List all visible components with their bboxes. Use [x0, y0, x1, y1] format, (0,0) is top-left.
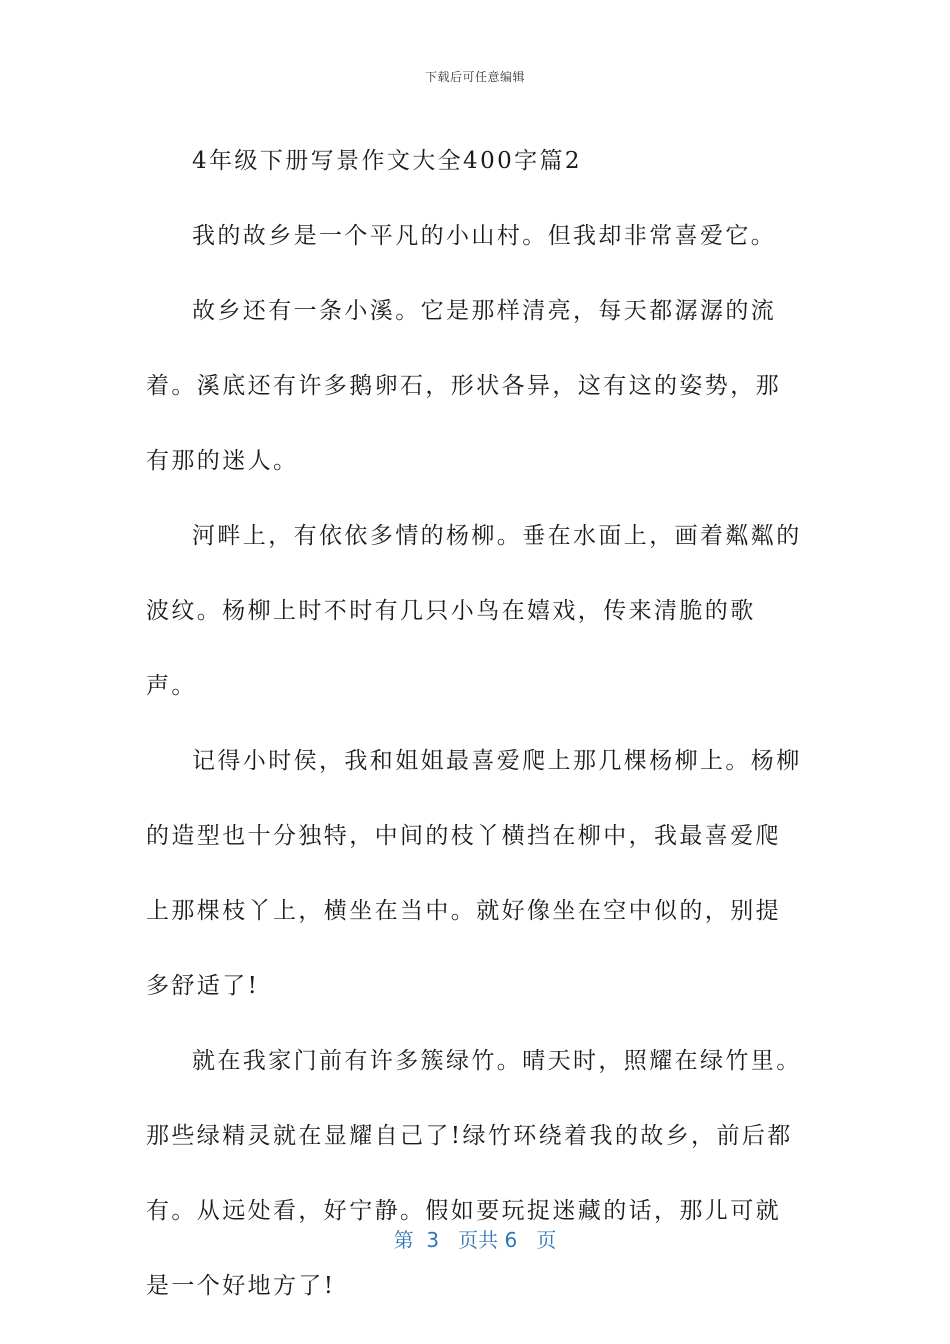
paragraph-4: 记得小时侯，我和姐姐最喜爱爬上那几棵杨柳上。杨柳的造型也十分独特，中间的枝丫横挡在柳中，我最喜爱爬上那棵枝丫上，横坐在当中。就好像坐在空中似的，别提多舒适了! — [146, 748, 802, 999]
paragraph-1: 我的故乡是一个平凡的小山村。但我却非常喜爱它。 — [192, 223, 777, 249]
document-body — [146, 124, 806, 1324]
paragraph-3: 河畔上，有依依多情的杨柳。垂在水面上，画着粼粼的波纹。杨柳上时不时有几只小鸟在嬉戏，传来清脆的歌声。 — [146, 523, 802, 699]
document-title: 4年级下册写景作文大全400字篇2 — [192, 148, 582, 174]
page-footer — [0, 1224, 950, 1253]
page-header: 下载后可任意编辑 — [424, 70, 525, 84]
paragraph-5: 就在我家门前有许多簇绿竹。晴天时，照耀在绿竹里。那些绿精灵就在显耀自己了!绿竹环绕着我的故乡，前后都有。从远处看，好宁静。假如要玩捉迷藏的话，那儿可就是一个好地方了! — [146, 1048, 802, 1299]
footer-middle: 页共 — [458, 1228, 499, 1252]
footer-total-pages: 6 — [504, 1228, 518, 1252]
footer-prefix: 第 — [393, 1228, 414, 1252]
paragraph-2: 故乡还有一条小溪。它是那样清亮，每天都潺潺的流着。溪底还有许多鹅卵石，形状各异，这有这的姿势，那有那的迷人。 — [146, 298, 781, 474]
footer-current-page: 3 — [426, 1228, 440, 1252]
footer-suffix: 页 — [536, 1228, 557, 1252]
